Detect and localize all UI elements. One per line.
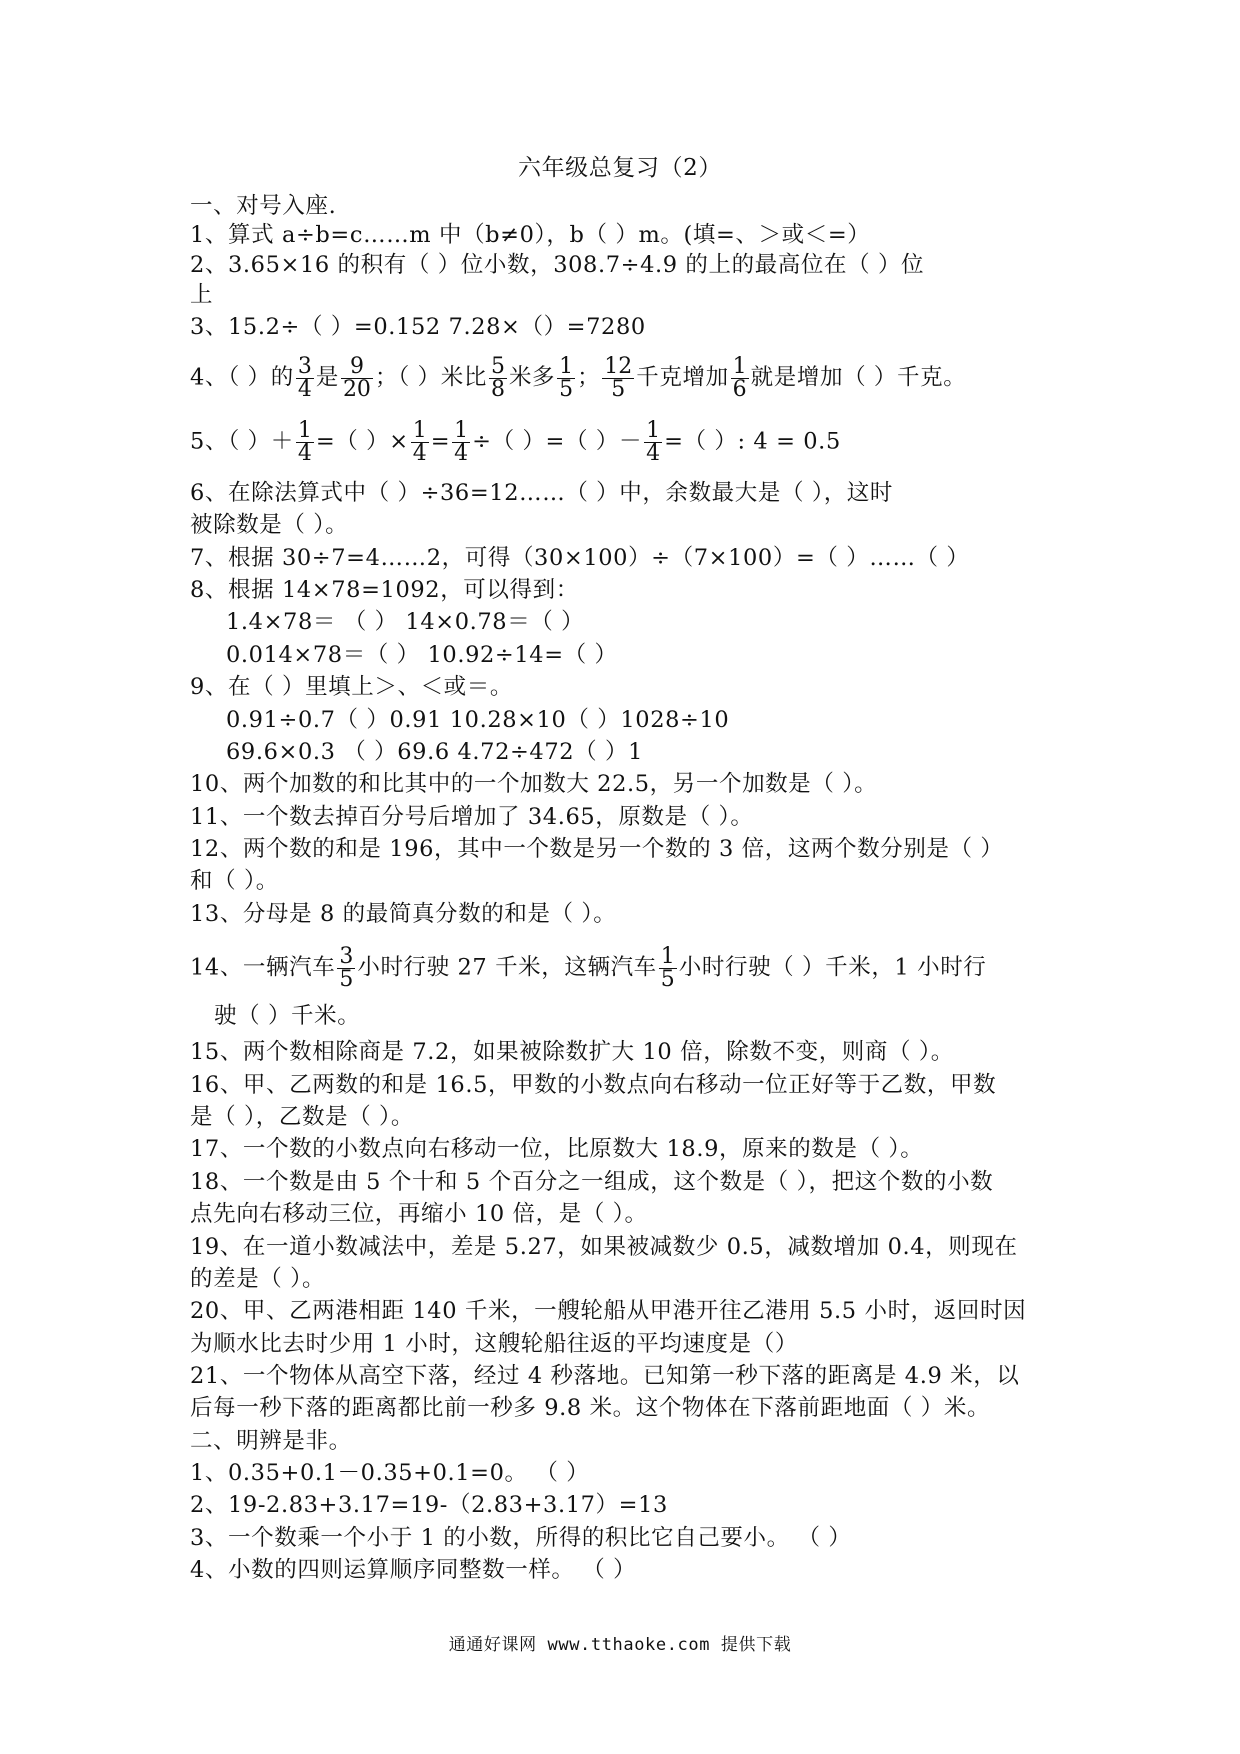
q5-fraction-4 [644, 420, 662, 465]
q5-text-2: =（ ）× [315, 428, 409, 455]
q4-fraction-6 [731, 356, 749, 401]
question-1-7: 7、根据 30÷7=4……2，可得（30×100）÷（7×100）=（ ）……（ ） [190, 545, 970, 571]
q5-fraction-1 [296, 420, 314, 465]
question-1-13: 13、分母是 8 的最简真分数的和是（ ）。 [190, 901, 617, 927]
question-1-21-line-1: 21、一个物体从高空下落，经过 4 秒落地。已知第一秒下落的距离是 4.9 米，以 [190, 1363, 1020, 1389]
q4-fraction-6-numerator: 1 [732, 354, 747, 379]
question-1-9-line-3: 69.6×0.3 （ ）69.6 4.72÷472（ ）1 [226, 739, 644, 765]
question-1-1: 1、算式 a÷b=c……m 中（b≠0），b（ ）m。(填=、＞或＜=） [190, 222, 871, 248]
q4-text-2: 是 [315, 364, 339, 391]
question-1-8-line-3: 0.014×78＝（ ） 10.92÷14=（ ） [226, 642, 618, 668]
question-1-18-line-1: 18、一个数是由 5 个十和 5 个百分之一组成，这个数是（ ），把这个数的小数 [190, 1169, 994, 1195]
question-1-2-line-2: 上 [190, 282, 214, 308]
q4-fraction-1-denominator: 4 [297, 377, 312, 402]
question-1-4 [190, 356, 966, 401]
question-1-6-line-2: 被除数是（ ）。 [190, 512, 349, 538]
q5-fraction-3 [452, 420, 470, 465]
question-1-19-line-2: 的差是（ ）。 [190, 1266, 326, 1292]
question-1-11: 11、一个数去掉百分号后增加了 34.65，原数是（ ）。 [190, 804, 754, 830]
q14-text-2: 小时行驶 27 千米，这辆汽车 [357, 954, 657, 981]
q4-text-3: ；（ ）米比 [374, 364, 487, 391]
q4-fraction-4-denominator: 5 [559, 377, 574, 402]
q5-fraction-2-denominator: 4 [412, 441, 427, 466]
q5-text-5: =（ ）: 4 = 0.5 [664, 428, 841, 455]
q4-fraction-5-denominator: 5 [602, 378, 634, 401]
q4-fraction-3 [489, 356, 507, 401]
question-1-3: 3、15.2÷（ ）=0.152 7.28×（）=7280 [190, 314, 646, 340]
q5-fraction-4-denominator: 4 [646, 441, 661, 466]
question-1-17: 17、一个数的小数点向右移动一位，比原数大 18.9，原来的数是（ ）。 [190, 1136, 924, 1162]
page-title: 六年级总复习（2） [517, 155, 723, 181]
q4-fraction-2-denominator: 20 [342, 377, 371, 402]
q4-fraction-1 [296, 356, 314, 401]
section-2-heading: 二、明辨是非。 [190, 1428, 352, 1454]
q4-fraction-4-numerator: 1 [559, 354, 574, 379]
question-2-1: 1、0.35+0.1－0.35+0.1=0。 （ ） [190, 1460, 590, 1486]
q4-fraction-3-denominator: 8 [490, 377, 505, 402]
question-1-15: 15、两个数相除商是 7.2，如果被除数扩大 10 倍，除数不变，则商（ ）。 [190, 1039, 954, 1065]
q5-fraction-1-denominator: 4 [297, 441, 312, 466]
q4-text-6: 千克增加 [636, 364, 729, 391]
footer-source: 通通好课网 www.tthaoke.com 提供下载 [448, 1635, 792, 1655]
q4-fraction-4 [557, 356, 575, 401]
question-1-18-line-2: 点先向右移动三位，再缩小 10 倍，是（ ）。 [190, 1201, 648, 1227]
q14-text-3: 小时行驶（ ）千米，1 小时行 [678, 954, 987, 981]
q4-fraction-6-denominator: 6 [732, 377, 747, 402]
q4-fraction-5-numerator: 12 [604, 354, 633, 379]
question-1-16-line-2: 是（ ），乙数是（ ）。 [190, 1104, 415, 1130]
question-1-2-line-1: 2、3.65×16 的积有（ ）位小数，308.7÷4.9 的上的最高位在（ ）位 [190, 252, 925, 278]
q5-fraction-3-denominator: 4 [454, 441, 469, 466]
question-1-9-line-1: 9、在（ ）里填上＞、＜或＝。 [190, 674, 513, 700]
question-1-12-line-1: 12、两个数的和是 196，其中一个数是另一个数的 3 倍，这两个数分别是（ ） [190, 836, 1004, 862]
question-1-20-line-2: 为顺水比去时少用 1 小时，这艘轮船往返的平均速度是（） [190, 1331, 798, 1357]
question-2-3: 3、一个数乘一个小于 1 的小数，所得的积比它自己要小。 （ ） [190, 1525, 852, 1551]
q5-text-1: 5、（ ）＋ [190, 428, 294, 455]
q14-fraction-2-numerator: 1 [660, 944, 675, 969]
q4-fraction-3-numerator: 5 [490, 354, 505, 379]
q5-fraction-2-numerator: 1 [412, 418, 427, 443]
question-1-9-line-2: 0.91÷0.7（ ）0.91 10.28×10（ ）1028÷10 [226, 707, 730, 733]
question-1-10: 10、两个加数的和比其中的一个加数大 22.5，另一个加数是（ ）。 [190, 771, 878, 797]
q14-text-1: 14、一辆汽车 [190, 954, 336, 981]
q5-fraction-1-numerator: 1 [297, 418, 312, 443]
question-1-21-line-2: 后每一秒下落的距离都比前一秒多 9.8 米。这个物体在下落前距地面（ ）米。 [190, 1395, 991, 1421]
q14-fraction-1-numerator: 3 [339, 944, 354, 969]
question-1-5 [190, 420, 841, 465]
q14-fraction-1 [337, 946, 355, 991]
question-1-8-line-2: 1.4×78＝ （ ） 14×0.78＝（ ） [226, 609, 585, 635]
q4-fraction-5 [602, 356, 634, 401]
question-1-14 [190, 946, 986, 991]
q5-fraction-3-numerator: 1 [454, 418, 469, 443]
q4-text-1: 4、（ ）的 [190, 364, 294, 391]
q4-fraction-2 [341, 356, 373, 401]
question-1-12-line-2: 和（ ）。 [190, 868, 279, 894]
q4-fraction-2-numerator: 9 [349, 354, 364, 379]
question-2-2: 2、19-2.83+3.17=19-（2.83+3.17）=13 [190, 1492, 668, 1518]
q14-fraction-1-denominator: 5 [339, 967, 354, 992]
question-1-6-line-1: 6、在除法算式中（ ）÷36=12……（ ）中，余数最大是（ ），这时 [190, 480, 893, 506]
question-1-19-line-1: 19、在一道小数减法中，差是 5.27，如果被减数少 0.5，减数增加 0.4，则现在 [190, 1234, 1018, 1260]
q14-fraction-2 [659, 946, 677, 991]
q14-fraction-2-denominator: 5 [660, 967, 675, 992]
q5-text-4: ÷（ ）=（ ）－ [472, 428, 643, 455]
question-1-8-line-1: 8、根据 14×78=1092，可以得到： [190, 577, 579, 603]
question-1-14-line-2: 驶（ ）千米。 [214, 1003, 361, 1029]
q4-text-7: 就是增加（ ）千克。 [750, 364, 967, 391]
q4-text-5: ； [577, 364, 601, 391]
section-1-heading: 一、对号入座. [190, 193, 337, 219]
question-2-4: 4、小数的四则运算顺序同整数一样。 （ ） [190, 1557, 637, 1583]
q5-text-3: = [430, 428, 451, 455]
q5-fraction-4-numerator: 1 [646, 418, 661, 443]
q4-fraction-1-numerator: 3 [297, 354, 312, 379]
q4-text-4: 米多 [508, 364, 556, 391]
question-1-20-line-1: 20、甲、乙两港相距 140 千米，一艘轮船从甲港开往乙港用 5.5 小时，返回时因 [190, 1298, 1027, 1324]
q5-fraction-2 [411, 420, 429, 465]
question-1-16-line-1: 16、甲、乙两数的和是 16.5，甲数的小数点向右移动一位正好等于乙数，甲数 [190, 1072, 997, 1098]
